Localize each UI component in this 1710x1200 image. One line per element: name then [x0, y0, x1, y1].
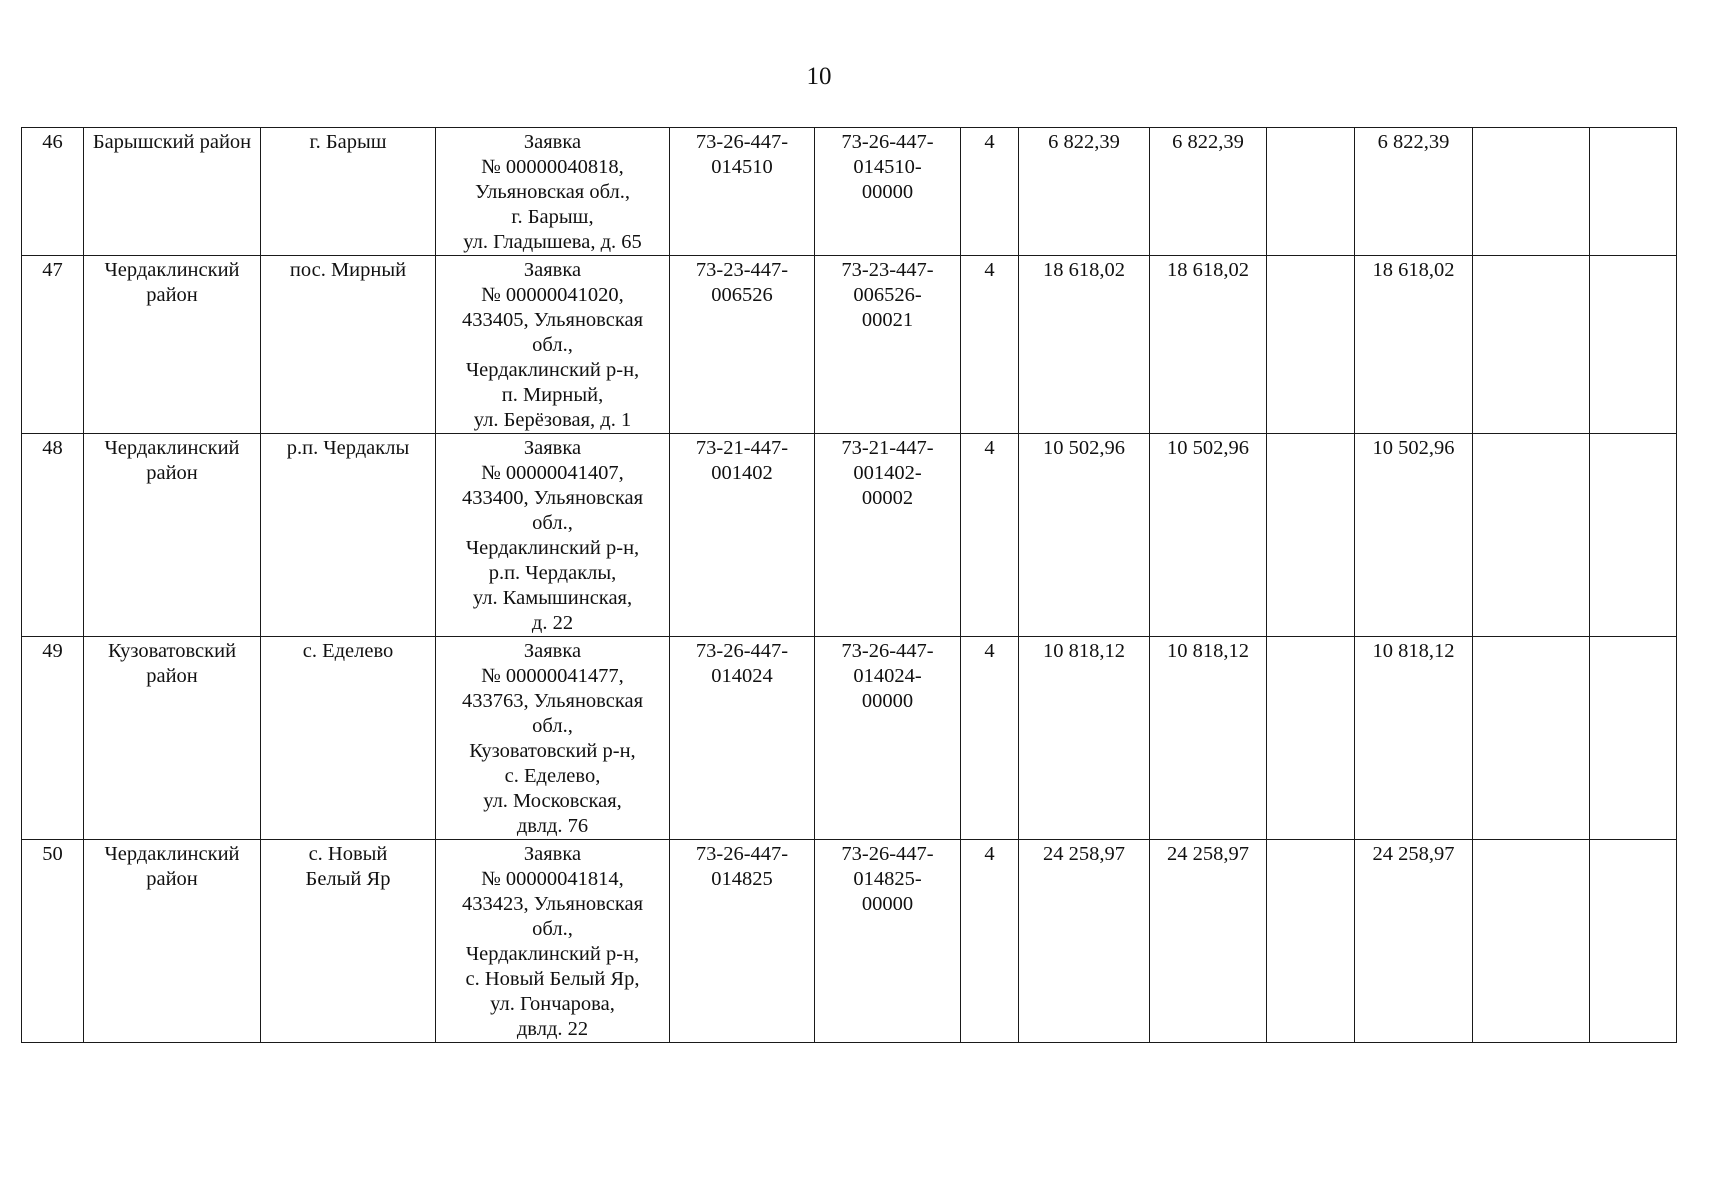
table-row [22, 840, 1677, 1043]
table-row [22, 256, 1677, 434]
district-cell: Чердаклинский район [84, 434, 261, 637]
empty-cell [1473, 840, 1590, 1043]
amount-cell: 24 258,97 [1355, 840, 1473, 1043]
district-cell: Кузоватовский район [84, 637, 261, 840]
amount-cell: 10 818,12 [1019, 637, 1150, 840]
empty-cell [1473, 128, 1590, 256]
page-number: 10 [806, 63, 832, 90]
category-cell: 4 [961, 128, 1019, 256]
amount-cell: 6 822,39 [1150, 128, 1267, 256]
amount-cell: 6 822,39 [1355, 128, 1473, 256]
application-cell: Заявка № 00000041814, 433423, Ульяновская обл., Чердаклинский р-н, с. Новый Белый Яр, ул. Гончарова, двлд. 22 [436, 840, 670, 1043]
applications-table [21, 127, 1677, 1043]
row-number: 47 [22, 256, 84, 434]
full-code-cell: 73-26-447- 014510- 00000 [815, 128, 961, 256]
empty-cell [1267, 637, 1355, 840]
amount-cell: 24 258,97 [1150, 840, 1267, 1043]
amount-cell: 24 258,97 [1019, 840, 1150, 1043]
district-cell: Барышский район [84, 128, 261, 256]
empty-cell [1267, 434, 1355, 637]
table-row [22, 128, 1677, 256]
empty-cell [1267, 256, 1355, 434]
category-cell: 4 [961, 637, 1019, 840]
locality-cell: р.п. Чердаклы [261, 434, 436, 637]
table-row [22, 434, 1677, 637]
locality-cell: г. Барыш [261, 128, 436, 256]
locality-cell: пос. Мирный [261, 256, 436, 434]
code-cell: 73-21-447- 001402 [670, 434, 815, 637]
code-cell: 73-23-447- 006526 [670, 256, 815, 434]
empty-cell [1473, 434, 1590, 637]
district-cell: Чердаклинский район [84, 256, 261, 434]
full-code-cell: 73-26-447- 014825- 00000 [815, 840, 961, 1043]
empty-cell [1473, 637, 1590, 840]
row-number: 49 [22, 637, 84, 840]
amount-cell: 18 618,02 [1019, 256, 1150, 434]
application-cell: Заявка № 00000040818, Ульяновская обл., г. Барыш, ул. Гладышева, д. 65 [436, 128, 670, 256]
table-row [22, 637, 1677, 840]
row-number: 50 [22, 840, 84, 1043]
application-cell: Заявка № 00000041407, 433400, Ульяновская обл., Чердаклинский р-н, р.п. Чердаклы, ул. Камышинская, д. 22 [436, 434, 670, 637]
row-number: 46 [22, 128, 84, 256]
amount-cell: 10 502,96 [1355, 434, 1473, 637]
full-code-cell: 73-23-447- 006526- 00021 [815, 256, 961, 434]
row-number: 48 [22, 434, 84, 637]
empty-cell [1590, 434, 1677, 637]
code-cell: 73-26-447- 014024 [670, 637, 815, 840]
amount-cell: 6 822,39 [1019, 128, 1150, 256]
amount-cell: 18 618,02 [1150, 256, 1267, 434]
category-cell: 4 [961, 434, 1019, 637]
empty-cell [1590, 840, 1677, 1043]
locality-cell: с. Новый Белый Яр [261, 840, 436, 1043]
locality-cell: с. Еделево [261, 637, 436, 840]
empty-cell [1590, 637, 1677, 840]
category-cell: 4 [961, 256, 1019, 434]
empty-cell [1267, 840, 1355, 1043]
application-cell: Заявка № 00000041020, 433405, Ульяновская обл., Чердаклинский р-н, п. Мирный, ул. Берёзовая, д. 1 [436, 256, 670, 434]
application-cell: Заявка № 00000041477, 433763, Ульяновская обл., Кузоватовский р-н, с. Еделево, ул. Московская, двлд. 76 [436, 637, 670, 840]
empty-cell [1473, 256, 1590, 434]
amount-cell: 10 502,96 [1019, 434, 1150, 637]
code-cell: 73-26-447- 014825 [670, 840, 815, 1043]
category-cell: 4 [961, 840, 1019, 1043]
full-code-cell: 73-26-447- 014024- 00000 [815, 637, 961, 840]
empty-cell [1267, 128, 1355, 256]
amount-cell: 10 818,12 [1150, 637, 1267, 840]
amount-cell: 10 818,12 [1355, 637, 1473, 840]
code-cell: 73-26-447- 014510 [670, 128, 815, 256]
amount-cell: 10 502,96 [1150, 434, 1267, 637]
district-cell: Чердаклинский район [84, 840, 261, 1043]
empty-cell [1590, 128, 1677, 256]
amount-cell: 18 618,02 [1355, 256, 1473, 434]
empty-cell [1590, 256, 1677, 434]
full-code-cell: 73-21-447- 001402- 00002 [815, 434, 961, 637]
